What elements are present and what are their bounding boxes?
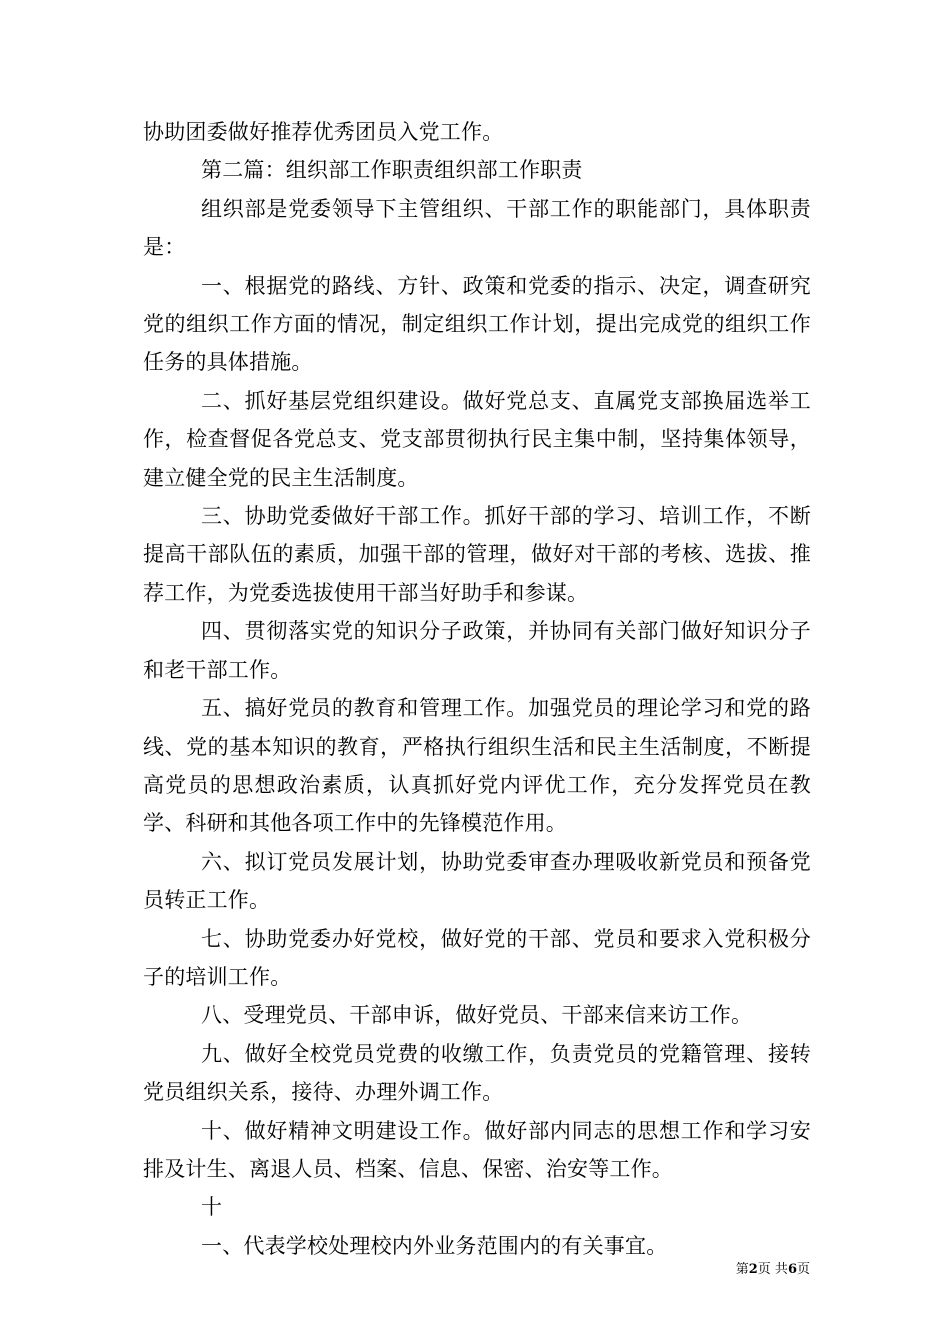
paragraph-item-9: 九、做好全校党员党费的收缴工作，负责党员的党籍管理、接转党员组织关系，接待、办理外调工作。 [143,1041,811,1105]
footer-prefix: 第 [735,1262,749,1277]
paragraph-item-11-text: 一、代表学校处理校内外业务范围内的有关事宜。 [201,1233,668,1258]
section-heading: 第二篇：组织部工作职责组织部工作职责 [201,158,583,183]
footer-total-pages: 6 [787,1262,797,1277]
footer-suffix: 页 [796,1262,810,1277]
paragraph-item-4: 四、贯彻落实党的知识分子政策，并协同有关部门做好知识分子和老干部工作。 [143,619,811,682]
paragraph-item-5: 五、搞好党员的教育和管理工作。加强党员的理论学习和党的路线、党的基本知识的教育，严格执行组织生活和民主生活制度，不断提高党员的思想政治素质，认真抓好党内评优工作，充分发挥党员在教学、科研和其他各项工作中的先锋模范作用。 [143,696,811,836]
paragraph-item-1: 一、根据党的路线、方针、政策和党委的指示、决定，调查研究党的组织工作方面的情况，制定组织工作计划，提出完成党的组织工作任务的具体措施。 [143,273,811,375]
paragraph-item-11-number: 十 [201,1195,223,1220]
paragraph-item-3: 三、协助党委做好干部工作。抓好干部的学习、培训工作，不断提高干部队伍的素质，加强干部的管理，做好对干部的考核、选拔、推荐工作，为党委选拔使用干部当好助手和参谋。 [143,504,811,605]
document-body [143,113,811,1265]
footer-middle: 页 共 [757,1262,788,1277]
paragraph-1: 协助团委做好推荐优秀团员入党工作。 [143,120,504,144]
page-number-footer [700,1262,810,1278]
paragraph-item-2: 二、抓好基层党组织建设。做好党总支、直属党支部换届选举工作，检查督促各党总支、党支部贯彻执行民主集中制，坚持集体领导，建立健全党的民主生活制度。 [143,388,811,490]
paragraph-item-8: 八、受理党员、干部申诉，做好党员、干部来信来访工作。 [201,1003,753,1028]
paragraph-item-7: 七、协助党委办好党校，做好党的干部、党员和要求入党积极分子的培训工作。 [143,926,811,989]
paragraph-item-10: 十、做好精神文明建设工作。做好部内同志的思想工作和学习安排及计生、离退人员、档案、信息、保密、治安等工作。 [143,1118,811,1181]
paragraph-intro: 组织部是党委领导下主管组织、干部工作的职能部门，具体职责是： [143,196,811,260]
paragraph-item-6: 六、拟订党员发展计划，协助党委审查办理吸收新党员和预备党员转正工作。 [143,849,811,913]
footer-current-page: 2 [748,1262,758,1277]
